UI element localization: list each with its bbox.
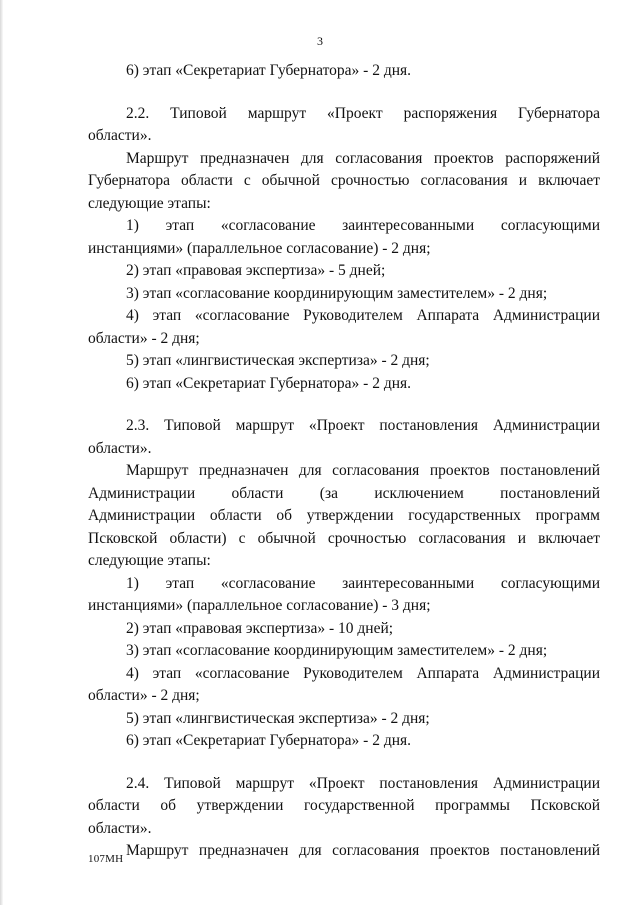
section-heading: 2.2. Типовой маршрут «Проект распоряжения Губернатора [126,104,600,122]
body-line: Администрации области об утверждении государственных программ [88,507,600,524]
body-line: Губернатора области с обычной срочностью согласования и включает [88,172,600,189]
list-item-cont: области» - 2 дня; [88,687,200,704]
list-item: 5) этап «лингвистическая экспертиза» - 2 дня; [126,352,430,369]
body-line: Маршрут предназначен для согласования проектов постановлений [126,462,600,479]
body-line: следующие этапы: [88,194,211,212]
list-item: 6) этап «Секретариат Губернатора» - 2 дня. [126,732,412,749]
list-item: 3) этап «согласование координирующим заместителем» - 2 дня; [126,642,548,659]
list-item: 2) этап «правовая экспертиза» - 5 дней; [126,262,386,279]
scan-edge [0,0,3,905]
section-heading: 2.4. Типовой маршрут «Проект постановления Администрации [126,774,600,792]
list-item: 6) этап «Секретариат Губернатора» - 2 дня. [126,374,412,392]
list-item: 2) этап «правовая экспертиза» - 10 дней; [126,619,394,637]
document-body [88,60,600,863]
list-item-cont: инстанциями» (параллельное согласование) - 2 дня; [88,239,431,257]
list-item: 1) этап «согласование заинтересованными согласующими [126,217,600,234]
body-line: 6) этап «Секретариат Губернатора» - 2 дня. [126,62,412,79]
section-heading-cont: области об утверждении государственной программы Псковской [88,797,600,814]
section-heading-cont: области». [88,127,152,144]
list-item: 5) этап «лингвистическая экспертиза» - 2 дня; [126,709,430,727]
section-heading: 2.3. Типовой маршрут «Проект постановления Администрации [126,417,600,434]
body-line: Маршрут предназначен для согласования проектов распоряжений [126,149,600,167]
list-item: 1) этап «согласование заинтересованными согласующими [126,574,600,592]
list-item-cont: инстанциями» (параллельное согласование) - 3 дня; [88,597,431,614]
body-line: следующие этапы: [88,552,211,569]
list-item: 4) этап «согласование Руководителем Аппарата Администрации [126,307,600,324]
body-line: Администрации области (за исключением постановлений [88,484,600,502]
list-item: 4) этап «согласование Руководителем Аппарата Администрации [126,664,600,682]
body-line: Маршрут предназначен для согласования проектов постановлений [126,842,600,859]
page-number: 3 [317,34,323,48]
body-line: Псковской области) с обычной срочностью согласования и включает [88,529,600,547]
document-code: 107МН [88,853,124,865]
list-item-cont: области» - 2 дня; [88,329,200,347]
section-heading-cont: области». [88,439,152,457]
section-heading-cont: области». [88,819,152,837]
list-item: 3) этап «согласование координирующим заместителем» - 2 дня; [126,284,548,302]
